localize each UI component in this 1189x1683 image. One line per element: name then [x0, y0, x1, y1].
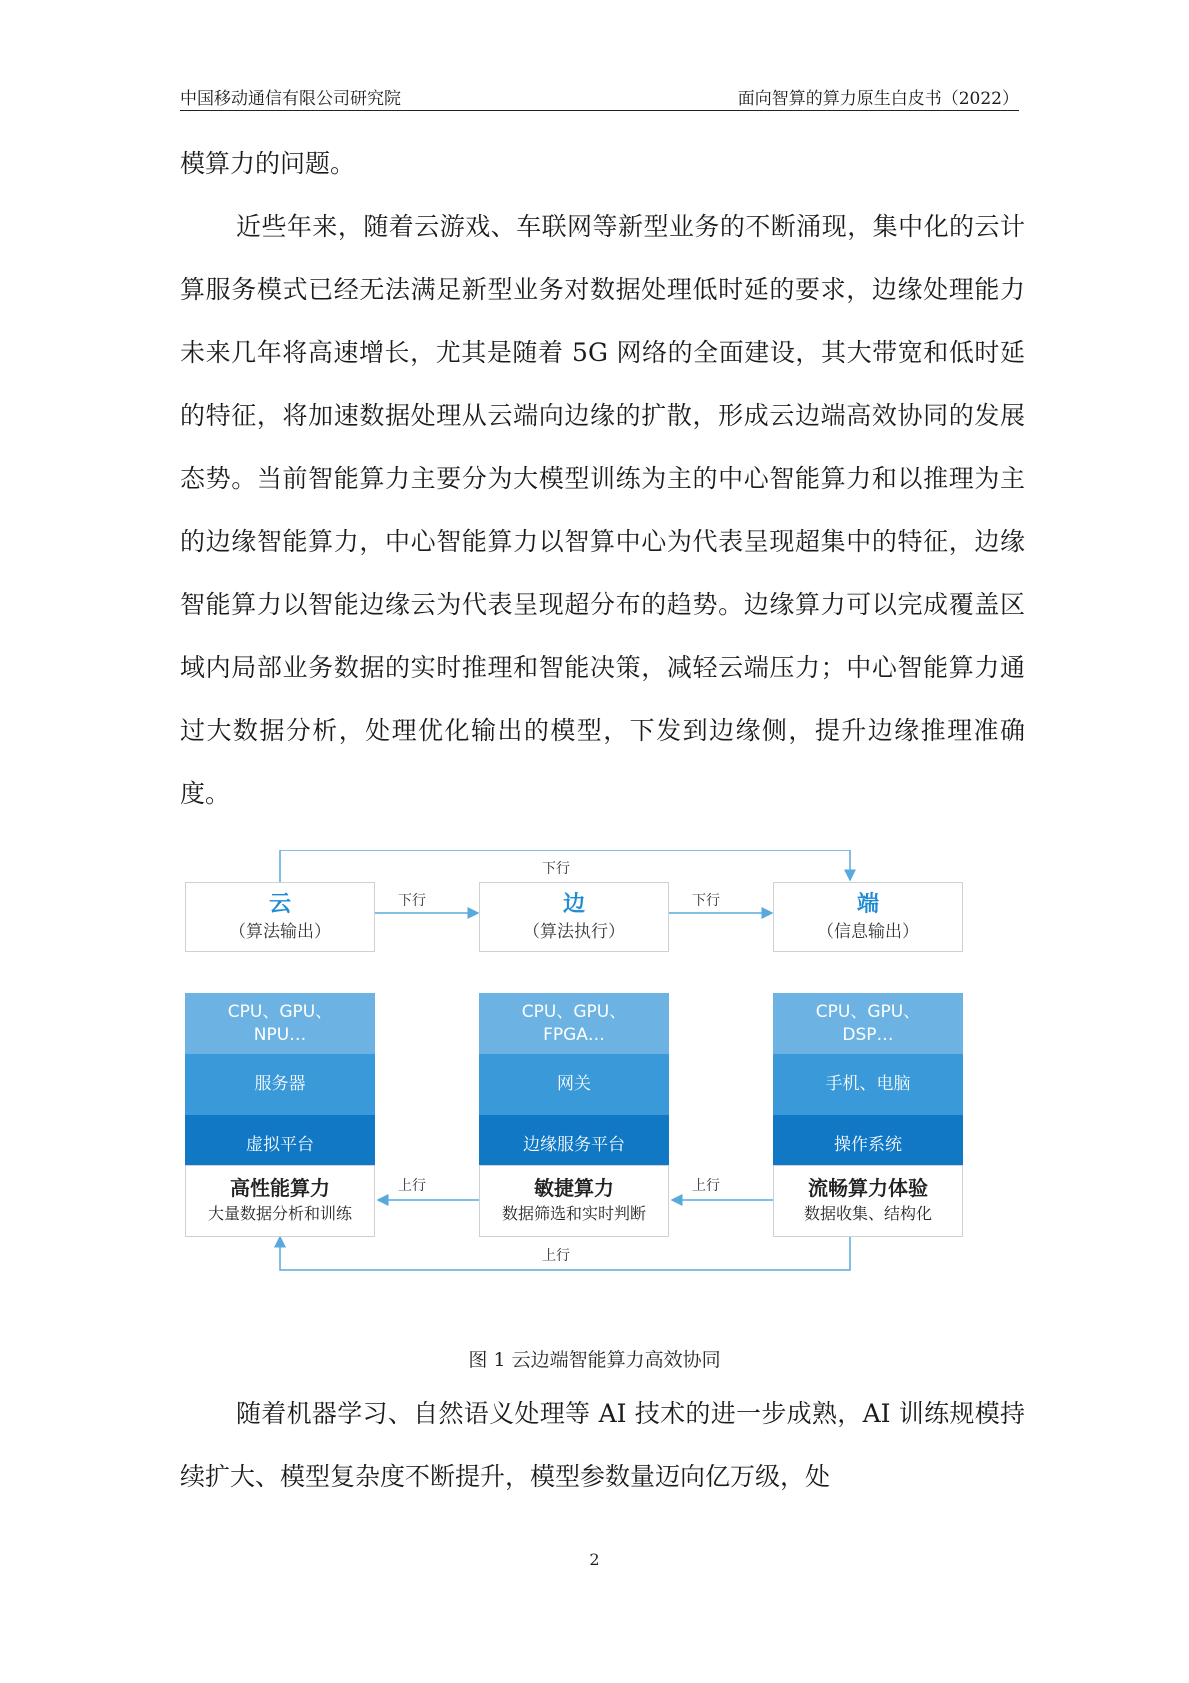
label-up-edge-cloud: 上行: [398, 1178, 426, 1194]
edge-subtitle: （算法执行）: [523, 922, 625, 942]
body-text-lower: [180, 1382, 1025, 1508]
label-down-edge-device: 下行: [692, 893, 720, 909]
device-hardware-band: CPU、GPU、 DSP…: [773, 993, 963, 1054]
paragraph-ai-training: 随着机器学习、自然语义处理等 AI 技术的进一步成熟，AI 训练规模持续扩大、模型复杂度不断提升，模型参数量迈向亿万级，处: [180, 1399, 1025, 1491]
edge-hardware-band: CPU、GPU、 FPGA…: [479, 993, 669, 1054]
high-performance-title: 高性能算力: [230, 1176, 330, 1200]
device-device-band: 手机、电脑: [773, 1054, 963, 1115]
edge-title: 边: [562, 892, 585, 917]
label-down-cloud-edge: 下行: [398, 893, 426, 909]
agile-compute-title: 敏捷算力: [534, 1176, 614, 1200]
edge-device-band: 网关: [479, 1054, 669, 1115]
cloud-subtitle: （算法输出）: [229, 922, 331, 942]
cloud-platform-band: 虚拟平台: [185, 1115, 375, 1176]
device-title: 端: [856, 892, 879, 917]
page-number: 2: [589, 1550, 600, 1569]
smooth-experience-box: [773, 1165, 963, 1237]
device-box: [773, 882, 963, 952]
header-organization: 中国移动通信有限公司研究院: [180, 89, 401, 109]
device-stack: [773, 993, 963, 1176]
body-text-upper: [180, 132, 1025, 825]
header-document-title: 面向智算的算力原生白皮书（2022）: [737, 89, 1019, 109]
high-performance-box: [185, 1165, 375, 1237]
edge-box: [479, 882, 669, 952]
cloud-stack: [185, 993, 375, 1176]
agile-compute-subtitle: 数据筛选和实时判断: [501, 1204, 646, 1223]
page-header: [180, 84, 1019, 111]
device-platform-band: 操作系统: [773, 1115, 963, 1176]
label-up-bottom: 上行: [542, 1248, 570, 1264]
cloud-hardware-band: CPU、GPU、 NPU…: [185, 993, 375, 1054]
figure-caption: 图 1 云边端智能算力高效协同: [468, 1349, 721, 1371]
paragraph-continuation: 模算力的问题。: [180, 149, 356, 178]
label-down-top: 下行: [542, 861, 570, 877]
high-performance-subtitle: 大量数据分析和训练: [207, 1204, 352, 1223]
edge-platform-band: 边缘服务平台: [479, 1115, 669, 1176]
cloud-edge-device-figure: [180, 850, 1015, 1320]
edge-stack: [479, 993, 669, 1176]
cloud-title: 云: [268, 892, 291, 917]
smooth-experience-title: 流畅算力体验: [808, 1176, 928, 1200]
smooth-experience-subtitle: 数据收集、结构化: [803, 1204, 932, 1223]
cloud-device-band: 服务器: [185, 1054, 375, 1115]
cloud-box: [185, 882, 375, 952]
label-up-device-edge: 上行: [692, 1178, 720, 1194]
device-subtitle: （信息输出）: [817, 922, 919, 942]
agile-compute-box: [479, 1165, 669, 1237]
paragraph-edge-computing: 近些年来，随着云游戏、车联网等新型业务的不断涌现，集中化的云计算服务模式已经无法满足新型业务对数据处理低时延的要求，边缘处理能力未来几年将高速增长，尤其是随着 5G 网络的全面建设，其大带宽和低时延的特征，将加速数据处理从云端向边缘的扩散，形成云边端高效协同的发展态势。当前智能算力主要分为大模型训练为主的中心智能算力和以推理为主的边缘智能算力，中心智能算力以智算中心为代表呈现超集中的特征，边缘智能算力以智能边缘云为代表呈现超分布的趋势。边缘算力可以完成覆盖区域内局部业务数据的实时推理和智能决策，减轻云端压力；中心智能算力通过大数据分析，处理优化输出的模型，下发到边缘侧，提升边缘推理准确度。: [180, 212, 1025, 808]
